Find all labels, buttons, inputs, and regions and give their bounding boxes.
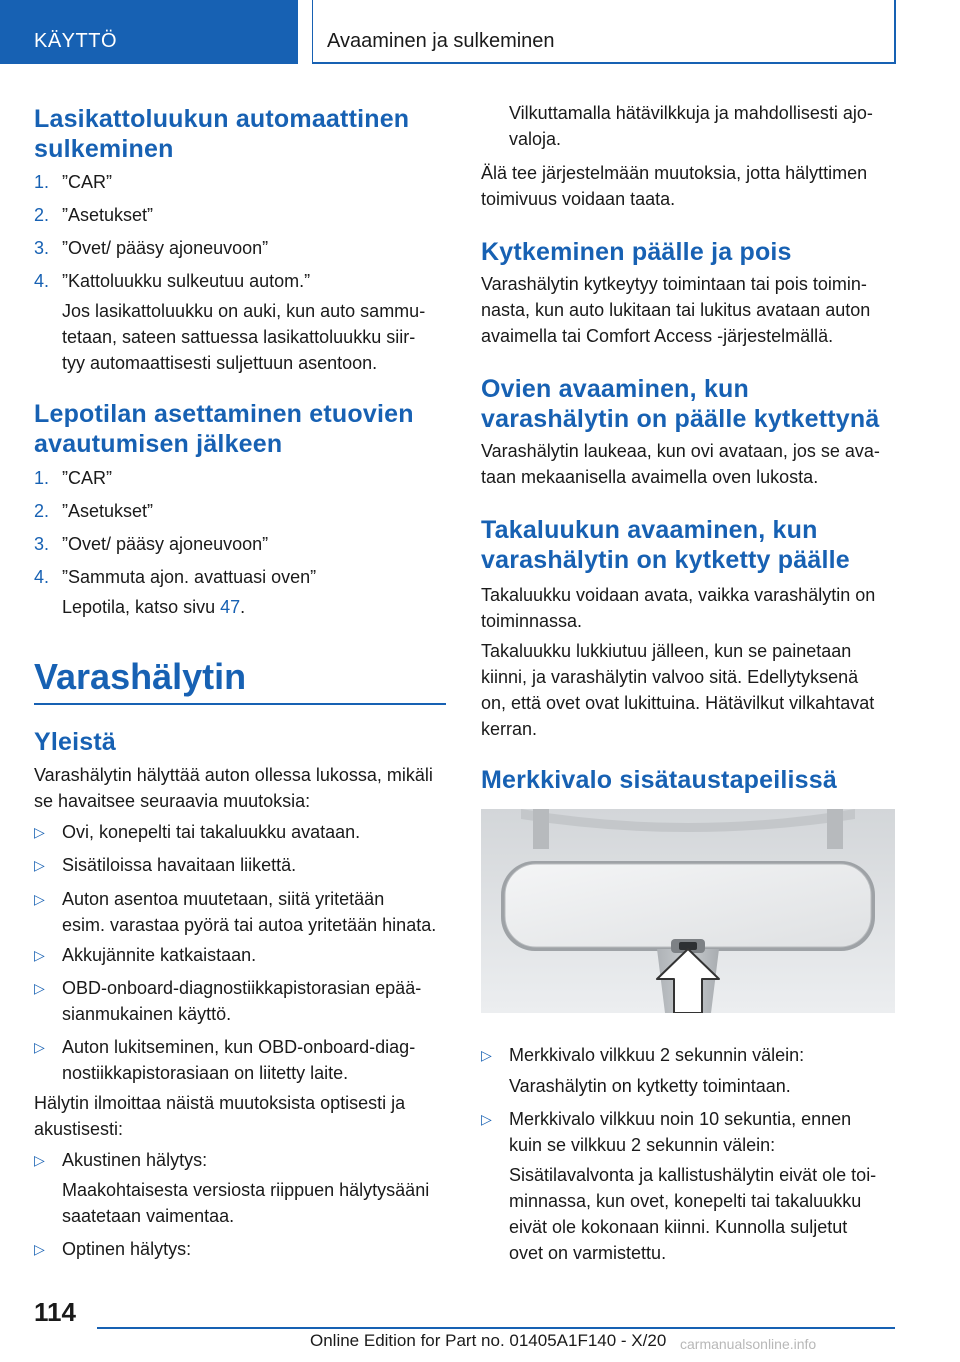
rest-step: ”Asetukset” (62, 501, 154, 521)
step-number: 2. (34, 501, 50, 521)
rest-step: ”Sammuta ajon. avattuasi oven” (62, 567, 317, 587)
acoustic-note (62, 1177, 429, 1229)
rest-note (62, 594, 245, 620)
tailgate-heading (481, 515, 850, 575)
general-heading: Yleistä (34, 728, 117, 756)
text-line: toimivuus voidaan taata. (481, 189, 676, 209)
bullet-triangle-icon: ▷ (34, 947, 45, 963)
footer-watermark: carmanualsonline.info (680, 1336, 817, 1352)
text-line: Maakohtaisesta versiosta riippuen hälytysääni (62, 1180, 430, 1200)
bullet-triangle-icon: ▷ (481, 1047, 492, 1063)
sunroof-heading (34, 104, 409, 164)
bullet-triangle-icon: ▷ (34, 1039, 45, 1055)
sunroof-step: ”Kattoluukku sulkeutuu autom.” (62, 271, 311, 291)
bullet-triangle-icon: ▷ (34, 980, 45, 996)
text-line: akustisesti: (34, 1119, 124, 1139)
rearview-mirror-illustration (481, 809, 895, 1013)
doors-heading-line: varashälytin on päälle kytkettynä (481, 405, 880, 433)
text-line: tetaan, sateen sattuessa lasikattoluukku siir‐ (62, 327, 416, 347)
bullet-triangle-icon: ▷ (481, 1111, 492, 1127)
indicator-item-1: Merkkivalo vilkkuu 2 sekunnin välein: (509, 1045, 805, 1065)
rearview-mirror-image (481, 809, 895, 1013)
sunroof-heading-line: Lasikattoluukun automaattinen (34, 105, 410, 133)
text-line: minnassa, kun ovet, konepelti tai takaluukku (509, 1191, 862, 1211)
text-line: Vilkuttamalla hätävilkkuja ja mahdollisesti ajo‐ (509, 103, 873, 123)
change-item (62, 975, 421, 1027)
bullet-triangle-icon: ▷ (34, 891, 45, 907)
text-line: Sisätilavalvonta ja kallistushälytin eivät ole toi‐ (509, 1165, 877, 1185)
text-span: . (240, 597, 246, 617)
header-section-label: KÄYTTÖ (34, 30, 118, 52)
sunroof-step: ”Ovet/ pääsy ajoneuvoon” (62, 238, 269, 258)
rest-step: ”CAR” (62, 468, 112, 488)
indicator-note-1: Varashälytin on kytketty toimintaan. (509, 1076, 791, 1096)
text-line: kerran. (481, 719, 538, 739)
footer-edition: Online Edition for Part no. 01405A1F140 - X/20 (310, 1331, 667, 1350)
onoff-heading: Kytkeminen päälle ja pois (481, 238, 792, 266)
step-number: 3. (34, 238, 50, 258)
text-line: Merkkivalo vilkkuu noin 10 sekuntia, ennen (509, 1109, 852, 1129)
heading-rule (34, 703, 446, 705)
indicator-item-2 (509, 1106, 851, 1158)
rest-heading-line: avautumisen jälkeen (34, 430, 283, 458)
text-line: Hälytin ilmoittaa näistä muutoksista optisesti ja (34, 1093, 406, 1113)
text-line: nostiikkapistorasiaan on liitetty laite. (62, 1063, 349, 1083)
tailgate-text-2 (481, 638, 874, 742)
bullet-triangle-icon: ▷ (34, 1241, 45, 1257)
rest-step: ”Ovet/ pääsy ajoneuvoon” (62, 534, 269, 554)
change-item (62, 819, 360, 845)
no-modify-text (481, 160, 867, 212)
text-line: esim. varastaa pyörä tai autoa yritetään hinata. (62, 915, 437, 935)
text-line: Sisätiloissa havaitaan liikettä. (62, 855, 297, 875)
onoff-text (481, 271, 870, 349)
text-line: valoja. (509, 129, 562, 149)
text-line: kuin se vilkkuu 2 sekunnin välein: (509, 1135, 776, 1155)
page-reference-link[interactable]: 47 (220, 597, 241, 617)
text-line: taan mekaanisella avaimella oven lukosta. (481, 467, 819, 487)
text-line: Ovi, konepelti tai takaluukku avataan. (62, 822, 361, 842)
indicator-note-2 (509, 1162, 876, 1266)
text-line: Auton lukitseminen, kun OBD-onboard-diag‐ (62, 1037, 416, 1057)
text-line: nasta, kun auto lukitaan tai lukitus avataan auton (481, 300, 871, 320)
change-item (62, 886, 436, 938)
text-line: toiminnassa. (481, 611, 583, 631)
change-item (62, 1034, 415, 1086)
text-line: sianmukainen käyttö. (62, 1004, 232, 1024)
tailgate-heading-line: varashälytin on kytketty päälle (481, 546, 850, 574)
sunroof-heading-line: sulkeminen (34, 135, 174, 163)
text-line: Akkujännite katkaistaan. (62, 945, 257, 965)
text-line: ovet on varmistettu. (509, 1243, 667, 1263)
text-line: avaimella tai Comfort Access -järjestelmällä. (481, 326, 834, 346)
bullet-triangle-icon: ▷ (34, 824, 45, 840)
text-line: kiinni, ja varashälytin valvoo sitä. Edellytyksenä (481, 667, 859, 687)
text-line: Takaluukku voidaan avata, vaikka varashälytin on (481, 585, 876, 605)
text-line: Jos lasikattoluukku on auki, kun auto sammu‐ (62, 301, 426, 321)
bullet-triangle-icon: ▷ (34, 1152, 45, 1168)
text-line: saatetaan vaimentaa. (62, 1206, 235, 1226)
sunroof-step: ”Asetukset” (62, 205, 154, 225)
step-number: 4. (34, 567, 50, 587)
header-chapter-label: Avaaminen ja sulkeminen (327, 30, 555, 52)
step-number: 3. (34, 534, 50, 554)
text-line: se havaitsee seuraavia muutoksia: (34, 791, 311, 811)
step-number: 4. (34, 271, 50, 291)
step-number: 1. (34, 468, 50, 488)
text-line: Takaluukku lukkiutuu jälleen, kun se painetaan (481, 641, 852, 661)
change-item (62, 942, 256, 968)
step-number: 2. (34, 205, 50, 225)
tailgate-heading-line: Takaluukun avaaminen, kun (481, 516, 818, 544)
text-line: eivät ole kokonaan kiinni. Kunnolla suljetut (509, 1217, 848, 1237)
step-number: 1. (34, 172, 50, 192)
general-intro (34, 762, 433, 814)
text-span: Lepotila, katso sivu (62, 597, 221, 617)
optical-note (509, 100, 873, 152)
change-item (62, 852, 296, 878)
signal-intro (34, 1090, 405, 1142)
rest-heading (34, 399, 414, 459)
header-section-tab (0, 0, 298, 64)
text-line: tyy automaattisesti suljettuun asentoon. (62, 353, 378, 373)
bullet-triangle-icon: ▷ (34, 857, 45, 873)
sunroof-note (62, 298, 425, 376)
doors-heading-line: Ovien avaaminen, kun (481, 375, 749, 403)
rest-heading-line: Lepotilan asettaminen etuovien (34, 400, 414, 428)
optical-label: Optinen hälytys: (62, 1239, 192, 1259)
text-line: Auton asentoa muutetaan, siitä yritetään (62, 889, 385, 909)
indicator-heading: Merkkivalo sisätaustapeilissä (481, 766, 837, 794)
alarm-heading: Varashälytin (34, 656, 247, 697)
doors-text (481, 438, 880, 490)
text-line: Varashälytin laukeaa, kun ovi avataan, jos se ava‐ (481, 441, 880, 461)
header-chapter-box (312, 0, 896, 64)
acoustic-label: Akustinen hälytys: (62, 1150, 208, 1170)
text-line: on, että ovet ovat lukittuina. Hätävilkut vilkahtavat (481, 693, 875, 713)
doors-heading (481, 374, 879, 434)
text-line: Varashälytin hälyttää auton ollessa lukossa, mikäli (34, 765, 433, 785)
tailgate-text-1 (481, 582, 875, 634)
page-number: 114 (34, 1297, 76, 1327)
text-line: Älä tee järjestelmään muutoksia, jotta hälyttimen (481, 163, 868, 183)
footer-rule (97, 1327, 895, 1329)
text-line: Varashälytin kytkeytyy toimintaan tai pois toimin‐ (481, 274, 867, 294)
sunroof-step: ”CAR” (62, 172, 112, 192)
text-line: OBD-onboard-diagnostiikkapistorasian epää‐ (62, 978, 422, 998)
